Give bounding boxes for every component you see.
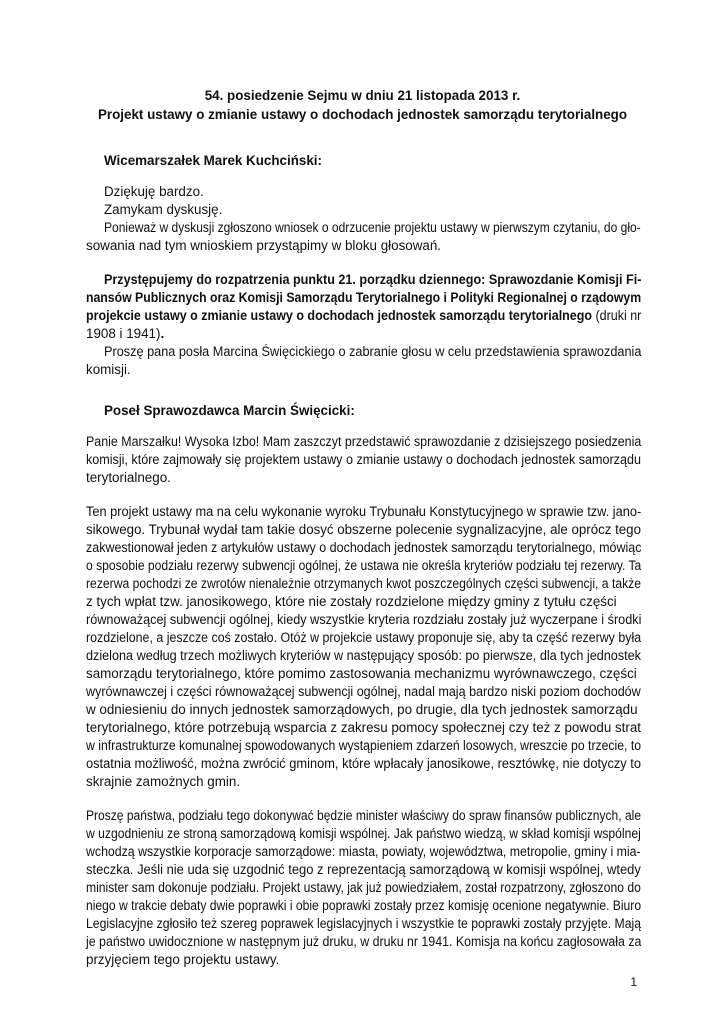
- text-line: Ten projekt ustawy ma na celu wykonanie wyroku Trybunału Konstytucyjnego w sprawie tzw. jano-: [86, 504, 642, 519]
- text-line: samorządu terytorialnego, które pomimo zastosowania mechanizmu wyrównawczego, części: [86, 666, 637, 681]
- speaker-heading: Poseł Sprawozdawca Marcin Święcicki:: [104, 403, 355, 418]
- text-line: z tych wpłat tzw. janosikowego, które nie zostały rozdzielone między gminy z tytułu części: [86, 594, 617, 609]
- text-line: przyjęciem tego projektu ustawy.: [86, 952, 280, 967]
- text-line: sikowego. Trybunał wydał tam takie dosyć obszerne polecenie sygnalizacyjne, ale oprócz tego: [86, 522, 641, 537]
- agenda-line: [86, 325, 164, 343]
- text-line: komisji, które zajmowały się projektem ustawy o zmianie ustawy o dochodach jednostek samorządu: [86, 452, 641, 467]
- text-line: Panie Marszałku! Wysoka Izbo! Mam zaszczyt przedstawić sprawozdanie z dzisiejszego posiedzenia: [86, 434, 642, 449]
- text-line: Zamykam dyskusję.: [104, 202, 223, 217]
- text-line: w infrastrukturze komunalnej spowodowanych wystąpieniem zdarzeń losowych, wreszcie po trzecie, to: [86, 738, 642, 753]
- text-line: Proszę państwa, podziału tego dokonywać będzie minister właściwy do spraw finansów publicznych, ale: [86, 808, 642, 823]
- agenda-print-ref: (druki nr: [592, 308, 642, 323]
- text-line: wchodzą wszystkie korporacje samorządowe: miasta, powiaty, województwa, metropolie, gminy i mia-: [86, 844, 641, 859]
- text-line: terytorialnego.: [86, 470, 171, 485]
- text-line: je państwo uwidocznione w następnym już druku, w druku nr 1941. Komisja na końcu zagłosowała za: [86, 934, 642, 949]
- text-line: Legislacyjne zgłosiło też szereg poprawek legislacyjnych i wszystkie te poprawki zostały przyjęte. Mają: [86, 916, 642, 931]
- text-line: wyrównawczej i części równoważącej subwencji ogólnej, nadal mają bardzo niski poziom dochodów: [86, 684, 641, 699]
- text-line: terytorialnego, które potrzebują wsparcia z zakresu pomocy społecznej czy też z powodu strat: [86, 720, 641, 735]
- text-line: zakwestionował jeden z artykułów ustawy o dochodach jednostek samorządu terytorialnego, mówiąc: [86, 540, 642, 555]
- text-line: niego w trakcie debaty dwie poprawki i obie poprawki zostały przez komisję ocenione negatywnie. Biuro: [86, 898, 642, 913]
- text-line: rezerwa pochodzi ze zwrotów nienależnie otrzymanych kwot poszczególnych części subwencji, a także: [86, 576, 642, 591]
- text-line: Proszę pana posła Marcina Święcickiego o zabranie głosu w celu przedstawienia sprawozdania: [104, 344, 642, 359]
- agenda-period: .: [160, 326, 165, 341]
- agenda-line: [86, 307, 641, 325]
- text-line: ostatnia możliwość, można zwrócić gminom, które wpłacały janosikowe, resztówkę, nie dotyczy to: [86, 756, 641, 771]
- text-line: skrajnie zamożnych gmin.: [86, 774, 241, 789]
- text-line: minister sam dokonuje podziału. Projekt ustawy, jak już powiedziałem, został rozpatrzony, zgłoszono do: [86, 880, 641, 895]
- text-line: rozdzielone, a jeszcze coś zostało. Otóż w projekcie ustawy proponuje się, aby ta część rezerwy była: [86, 630, 642, 645]
- text-line: równoważącej subwencji ogólnej, kiedy wszystkie kryteria rozdziału zostały już wyczerpane i środki: [86, 612, 642, 627]
- text-line: w odniesieniu do innych jednostek samorządowych, po drugie, dla tych jednostek samorządu: [86, 702, 638, 717]
- speaker-heading: Wicemarszałek Marek Kuchciński:: [104, 153, 322, 168]
- agenda-print-numbers: 1908 i 1941): [86, 326, 161, 341]
- text-line: dzielona według trzech możliwych kryteriów w następujący sposób: po pierwsze, dla tych jednostek: [86, 648, 642, 663]
- agenda-line: nansów Publicznych oraz Komisji Samorządu Terytorialnego i Polityki Regionalnej o rządowym: [86, 290, 642, 305]
- text-line: w uzgodnieniu ze stroną samorządową komisji wspólnej. Jak państwo wiedzą, w skład komisji wspólnej: [86, 826, 641, 841]
- text-line: steczka. Jeśli nie uda się uzgodnić tego z reprezentacją samorządową w komisji wspólnej, wtedy: [86, 862, 641, 877]
- text-line: Ponieważ w dyskusji zgłoszono wniosek o odrzucenie projektu ustawy w pierwszym czytaniu, do gło-: [104, 220, 641, 235]
- text-line: komisji.: [86, 362, 131, 377]
- text-line: Dziękuję bardzo.: [104, 184, 204, 199]
- text-line: o sposobie podziału rezerwy subwencji ogólnej, że ustawa nie określa kryteriów podziału tej rezerwy. Ta: [86, 558, 642, 573]
- page-number: 1: [630, 975, 637, 989]
- agenda-bold-text: projekcie ustawy o zmianie ustawy o dochodach jednostek samorządu terytorialnego: [86, 308, 593, 323]
- text-line: sowania nad tym wnioskiem przystąpimy w bloku głosowań.: [86, 238, 442, 253]
- document-subtitle: Projekt ustawy o zmianie ustawy o dochodach jednostek samorządu terytorialnego: [97, 107, 628, 122]
- document-title: 54. posiedzenie Sejmu w dniu 21 listopada 2013 r.: [204, 88, 521, 103]
- agenda-line: Przystępujemy do rozpatrzenia punktu 21. porządku dziennego: Sprawozdanie Komisji Fi-: [104, 272, 642, 287]
